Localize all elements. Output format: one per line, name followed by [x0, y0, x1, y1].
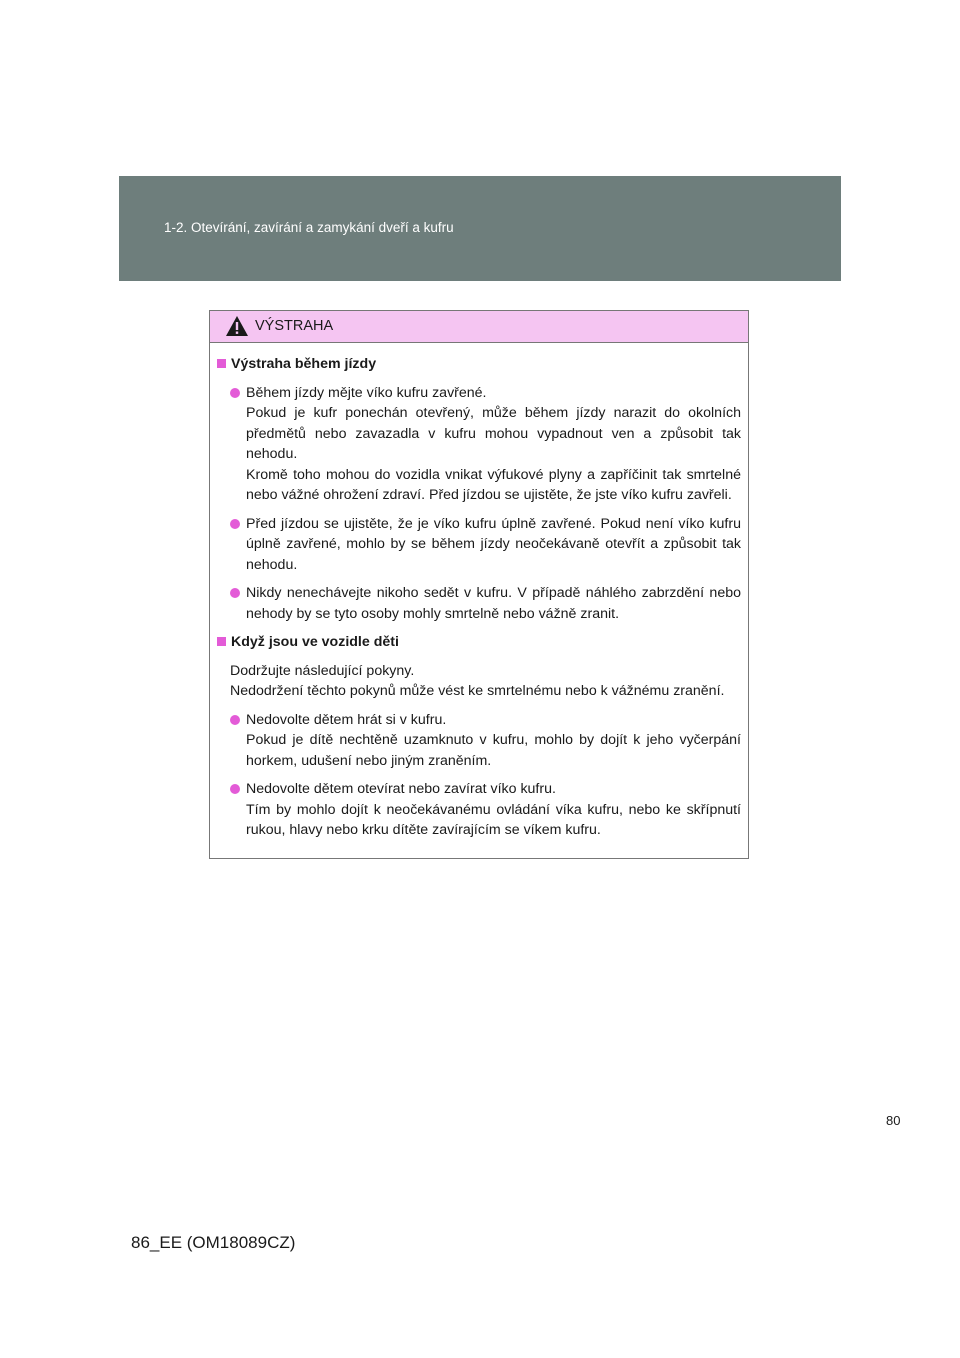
- document-code: 86_EE (OM18089CZ): [131, 1233, 296, 1252]
- bullet-line: Nedovolte dětem hrát si v kufru.: [246, 711, 447, 728]
- round-bullet-icon: [230, 388, 240, 398]
- bullet-item: [230, 583, 741, 624]
- round-bullet-icon: [230, 715, 240, 725]
- square-bullet-icon: [217, 637, 226, 646]
- bullet-line: Před jízdou se ujistěte, že je víko kufru úplně zavřené. Pokud není víko kufru úplně zavřené, mohlo by se během jízdy neočekávaně otevřít a způsobit tak nehodu.: [246, 515, 741, 573]
- bullet-item-text: [246, 383, 741, 506]
- section-title: 1-2. Otevírání, zavírání a zamykání dveří a kufru: [164, 220, 454, 235]
- warning-header: [210, 311, 748, 343]
- bullet-line: Kromě toho mohou do vozidla vnikat výfukové plyny a zapříčinit tak smrtelné nebo vážné ohrožení zdraví. Před jízdou se ujistěte, že jste víko kufru zavřeli.: [246, 466, 741, 503]
- bullet-item-text: [246, 779, 741, 841]
- bullet-line: Pokud je kufr ponechán otevřený, může během jízdy narazit do okolních předmětů nebo zavazadla v kufru mohou vypadnout ven a způsobit tak nehodu.: [246, 405, 741, 462]
- round-bullet-icon: [230, 784, 240, 794]
- bullet-item-text: [246, 710, 741, 772]
- bullet-item: [230, 710, 741, 772]
- bullet-line: Tím by mohlo dojít k neočekávanému ovládání víka kufru, nebo ke skřípnutí rukou, hlavy nebo krku dítěte zavírajícím se víkem kufru.: [246, 801, 741, 838]
- warning-triangle-icon: [225, 315, 249, 337]
- paragraph-line: Dodržujte následující pokyny.: [230, 662, 415, 679]
- round-bullet-icon: [230, 588, 240, 598]
- section-heading-text: Výstraha během jízdy: [231, 356, 377, 372]
- square-bullet-icon: [217, 359, 226, 368]
- round-bullet-icon: [230, 519, 240, 529]
- bullet-line: Nedovolte dětem otevírat nebo zavírat víko kufru.: [246, 781, 556, 797]
- warning-section-heading: [217, 354, 741, 375]
- bullet-item: [230, 779, 741, 841]
- warning-body: [210, 343, 748, 841]
- paragraph-line: Nedodržení těchto pokynů může vést ke smrtelnému nebo k vážnému zranění.: [230, 683, 725, 699]
- bullet-line: Pokud je dítě nechtěně uzamknuto v kufru, mohlo by dojít k jeho vyčerpání horkem, udušení nebo jiným zraněním.: [246, 732, 741, 769]
- warning-title: VÝSTRAHA: [255, 318, 334, 334]
- bullet-line: Během jízdy mějte víko kufru zavřené.: [246, 384, 487, 401]
- warning-box: [209, 310, 749, 859]
- header-band: [119, 176, 841, 281]
- warning-section-heading: [217, 632, 741, 653]
- bullet-item: [230, 514, 741, 576]
- section-paragraph: [230, 661, 741, 702]
- bullet-item-text: [246, 583, 741, 624]
- section-heading-text: Když jsou ve vozidle děti: [231, 634, 399, 650]
- bullet-line: Nikdy nenechávejte nikoho sedět v kufru. V případě náhlého zabrzdění nebo nehody by se tyto osoby mohly smrtelně nebo vážně zranit.: [246, 585, 741, 622]
- bullet-item: [230, 383, 741, 506]
- page-number: 80: [886, 1113, 901, 1128]
- bullet-item-text: [246, 514, 741, 576]
